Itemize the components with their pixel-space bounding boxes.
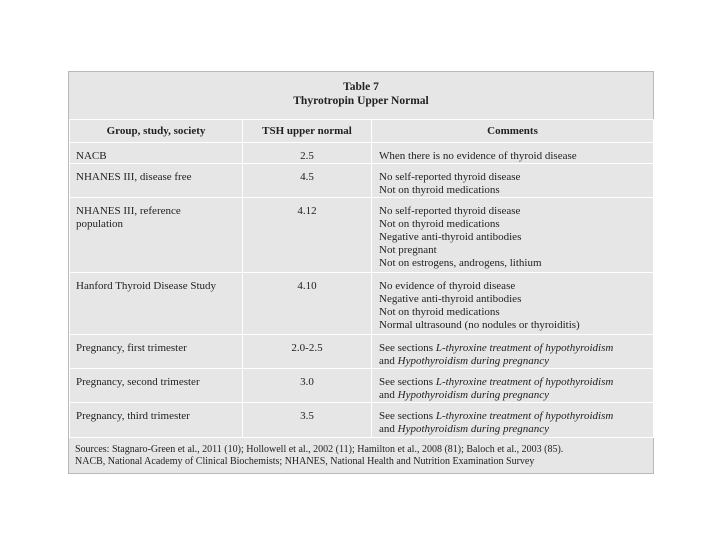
comments-cell	[372, 164, 654, 198]
abbreviations-line: NACB, National Academy of Clinical Biochemists; NHANES, National Health and Nutrition Examination Survey	[75, 456, 535, 467]
group-text: NHANES III, disease free	[76, 171, 192, 183]
group-cell	[70, 273, 243, 335]
tsh-value-cell: 2.0-2.5	[243, 335, 372, 369]
comment-text: No evidence of thyroid disease	[379, 280, 516, 292]
group-cell	[70, 164, 243, 198]
table-row	[70, 198, 654, 273]
comment-text: Negative anti-thyroid antibodies	[379, 293, 522, 305]
comments-cell	[372, 369, 654, 403]
comment-text: Not on thyroid medications	[379, 184, 500, 196]
comment-line	[379, 306, 647, 319]
comment-line	[379, 410, 647, 423]
comment-line	[379, 150, 647, 163]
comment-text: See sections	[379, 376, 436, 388]
header-row	[70, 120, 654, 143]
comment-text: See sections	[379, 342, 436, 354]
comment-line	[379, 244, 647, 257]
section-reference: Hypothyroidism during pregnancy	[397, 423, 549, 435]
comment-text: Not on thyroid medications	[379, 306, 500, 318]
column-header-group: Group, study, society	[70, 120, 243, 143]
comment-text: and	[379, 423, 398, 435]
comment-text: Negative anti-thyroid antibodies	[379, 231, 522, 243]
comments-cell	[372, 143, 654, 164]
comment-text: See sections	[379, 410, 436, 422]
comment-line	[379, 389, 647, 402]
table-row	[70, 335, 654, 369]
comment-line	[379, 293, 647, 306]
tsh-value-cell: 4.5	[243, 164, 372, 198]
table-title: Thyrotropin Upper Normal	[293, 95, 429, 107]
group-text: Pregnancy, first trimester	[76, 342, 187, 354]
section-reference: L-thyroxine treatment of hypothyroidism	[435, 410, 614, 422]
comment-text: No self-reported thyroid disease	[379, 205, 521, 217]
tsh-value-cell: 3.0	[243, 369, 372, 403]
table-row	[70, 164, 654, 198]
group-cell	[70, 369, 243, 403]
tsh-value-cell: 3.5	[243, 403, 372, 438]
comment-line	[379, 231, 647, 244]
tsh-value-cell: 4.10	[243, 273, 372, 335]
comment-line	[379, 184, 647, 197]
table-caption	[69, 80, 653, 108]
group-cell	[70, 198, 243, 273]
comment-text: and	[379, 355, 398, 367]
section-reference: L-thyroxine treatment of hypothyroidism	[435, 342, 614, 354]
comments-cell	[372, 198, 654, 273]
section-reference: Hypothyroidism during pregnancy	[397, 389, 549, 401]
group-text: population	[76, 218, 124, 230]
column-header-comments: Comments	[372, 120, 654, 143]
tsh-value-cell: 4.12	[243, 198, 372, 273]
comment-line	[379, 376, 647, 389]
comment-text: Normal ultrasound (no nodules or thyroiditis)	[379, 319, 580, 331]
table-footnote	[75, 444, 563, 468]
table-row	[70, 369, 654, 403]
group-cell	[70, 403, 243, 438]
group-text: NACB	[76, 150, 107, 162]
comment-line	[379, 355, 647, 368]
section-reference: Hypothyroidism during pregnancy	[397, 355, 549, 367]
group-text: Pregnancy, third trimester	[76, 410, 190, 422]
group-text: Pregnancy, second trimester	[76, 376, 200, 388]
tsh-value-cell: 2.5	[243, 143, 372, 164]
comment-line	[379, 171, 647, 184]
table-row	[70, 403, 654, 438]
table-label: Table 7	[343, 81, 379, 93]
comment-text: Not on estrogens, androgens, lithium	[379, 257, 542, 269]
comment-text: Not on thyroid medications	[379, 218, 500, 230]
column-header-tsh: TSH upper normal	[243, 120, 372, 143]
comment-text: Not pregnant	[379, 244, 437, 256]
data-table	[69, 119, 654, 438]
comment-line	[379, 205, 647, 218]
comments-cell	[372, 335, 654, 369]
sources-line: Sources: Stagnaro-Green et al., 2011 (10); Hollowell et al., 2002 (11); Hamilton et al., 2008 (81); Baloch et al., 2003 (85).	[75, 444, 564, 455]
comment-line	[379, 257, 647, 270]
section-reference: L-thyroxine treatment of hypothyroidism	[435, 376, 614, 388]
group-cell	[70, 335, 243, 369]
group-text: Hanford Thyroid Disease Study	[76, 280, 217, 292]
comments-cell	[372, 403, 654, 438]
comment-line	[379, 218, 647, 231]
group-text: NHANES III, reference	[76, 205, 181, 217]
comment-line	[379, 342, 647, 355]
table-row	[70, 273, 654, 335]
group-cell	[70, 143, 243, 164]
comment-line	[379, 280, 647, 293]
comments-cell	[372, 273, 654, 335]
comment-text: No self-reported thyroid disease	[379, 171, 521, 183]
comment-line	[379, 319, 647, 332]
table-figure	[68, 71, 654, 474]
table-row	[70, 143, 654, 164]
comment-text: When there is no evidence of thyroid disease	[379, 150, 577, 162]
comment-line	[379, 423, 647, 436]
comment-text: and	[379, 389, 398, 401]
